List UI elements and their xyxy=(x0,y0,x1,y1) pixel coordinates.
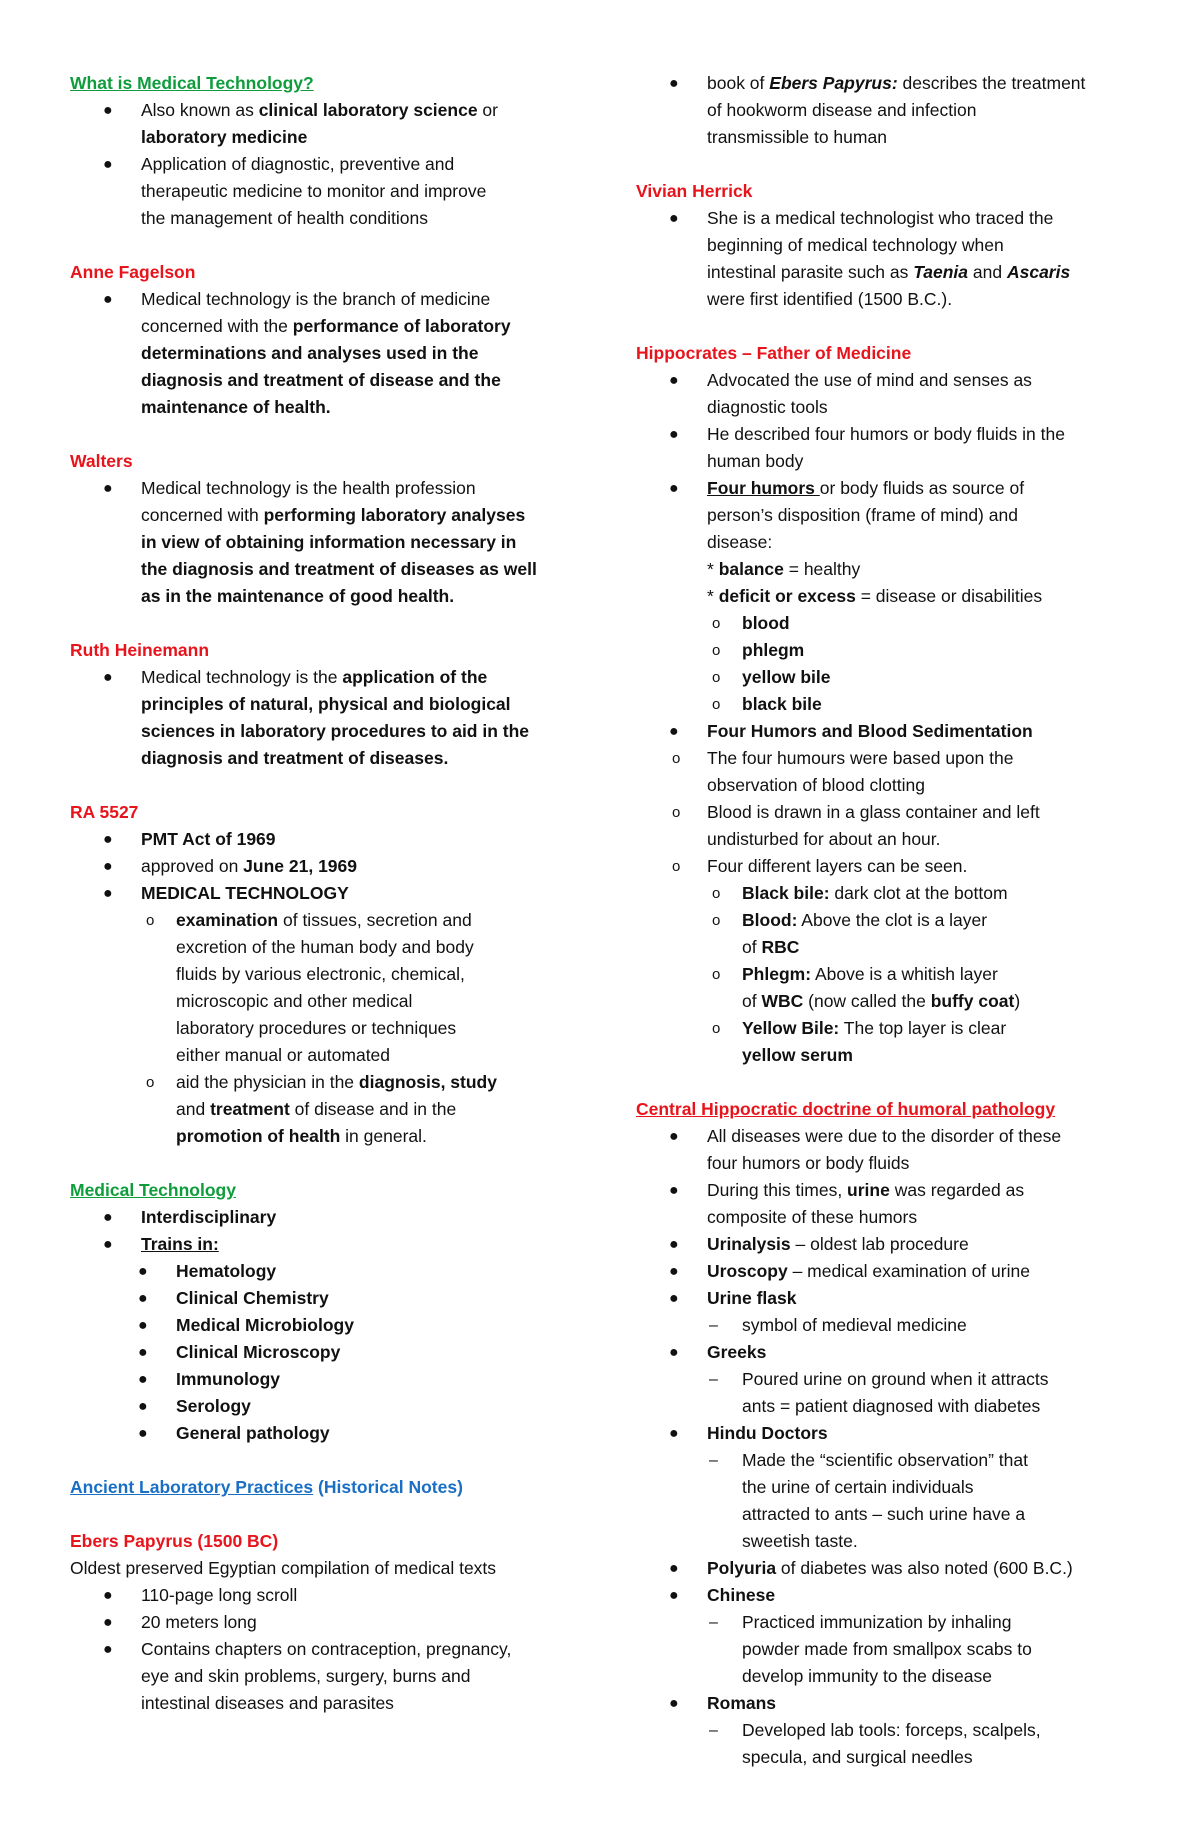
bullet-icon: ● xyxy=(669,1182,679,1199)
list-item: ● Trains in: xyxy=(70,1231,590,1258)
bullet-icon: ● xyxy=(138,1425,148,1442)
list-item: ● Four humors or body fluids as source of person’s disposition (frame of mind) and disease: * balance = healthy * deficit or excess = disease or disabilities xyxy=(636,475,1156,610)
list-item: ● approved on June 21, 1969 xyxy=(70,853,590,880)
list-item: ● Interdisciplinary xyxy=(70,1204,590,1231)
bullet-icon: ● xyxy=(669,426,679,443)
circle-bullet-icon: o xyxy=(712,885,721,902)
list-subitem: o The four humours were based upon the observation of blood clotting xyxy=(636,745,1156,799)
list-subitem: – Made the “scientific observation” that the urine of certain individuals attracted to ants – such urine have a sweetish taste. xyxy=(636,1447,1156,1555)
list-subitem: ● Medical Microbiology xyxy=(70,1312,590,1339)
bullet-icon: ● xyxy=(103,1209,113,1226)
list-subitem: o Blood is drawn in a glass container and left undisturbed for about an hour. xyxy=(636,799,1156,853)
list-subitem: – Developed lab tools: forceps, scalpels, specula, and surgical needles xyxy=(636,1717,1156,1771)
list-item: ● PMT Act of 1969 xyxy=(70,826,590,853)
list-item: ● Also known as clinical laboratory science or laboratory medicine xyxy=(70,97,590,151)
circle-bullet-icon: o xyxy=(712,669,721,686)
heading-ebers-papyrus: Ebers Papyrus (1500 BC) xyxy=(70,1531,279,1551)
circle-bullet-icon: o xyxy=(712,1020,721,1037)
bullet-icon: ● xyxy=(103,1641,113,1658)
heading-hippocrates: Hippocrates – Father of Medicine xyxy=(636,343,912,363)
bullet-icon: ● xyxy=(669,1290,679,1307)
bullet-icon: ● xyxy=(669,1128,679,1145)
list-subitem: o blood xyxy=(636,610,1156,637)
bullet-icon: ● xyxy=(669,1236,679,1253)
circle-bullet-icon: o xyxy=(712,642,721,659)
bullet-icon: ● xyxy=(103,1236,113,1253)
list-item: ● 110-page long scroll xyxy=(70,1582,590,1609)
dash-bullet-icon: – xyxy=(709,1722,718,1739)
bullet-icon: ● xyxy=(669,480,679,497)
list-subitem: o phlegm xyxy=(636,637,1156,664)
list-subitem: – Practiced immunization by inhaling powder made from smallpox scabs to develop immunity to the disease xyxy=(636,1609,1156,1690)
list-subitem: o Black bile: dark clot at the bottom xyxy=(636,880,1156,907)
circle-bullet-icon: o xyxy=(712,696,721,713)
list-item: ● She is a medical technologist who traced the beginning of medical technology when intestinal parasite such as Taenia and Ascaris were first identified (1500 B.C.). xyxy=(636,205,1156,313)
circle-bullet-icon: o xyxy=(712,966,721,983)
bullet-icon: ● xyxy=(103,480,113,497)
list-subitem: ● Immunology xyxy=(70,1366,590,1393)
right-column xyxy=(636,70,1156,1771)
list-subitem: ● Clinical Microscopy xyxy=(70,1339,590,1366)
bullet-icon: ● xyxy=(669,1695,679,1712)
bullet-icon: ● xyxy=(103,156,113,173)
list-item: ● During this times, urine was regarded as composite of these humors xyxy=(636,1177,1156,1231)
list-subitem: ● Hematology xyxy=(70,1258,590,1285)
bullet-icon: ● xyxy=(103,858,113,875)
list-item: ● All diseases were due to the disorder of these four humors or body fluids xyxy=(636,1123,1156,1177)
list-subitem: o Phlegm: Above is a whitish layer of WBC (now called the buffy coat) xyxy=(636,961,1156,1015)
list-subitem: ● Serology xyxy=(70,1393,590,1420)
bullet-icon: ● xyxy=(669,75,679,92)
list-subitem: o yellow bile xyxy=(636,664,1156,691)
bullet-icon: ● xyxy=(669,1344,679,1361)
list-subitem: o examination of tissues, secretion and excretion of the human body and body fluids by various electronic, chemical, microscopic and other medical laboratory procedures or techniques either manual or automated xyxy=(70,907,590,1069)
circle-bullet-icon: o xyxy=(712,912,721,929)
circle-bullet-icon: o xyxy=(712,615,721,632)
list-item: ● 20 meters long xyxy=(70,1609,590,1636)
heading-ra-5527: RA 5527 xyxy=(70,802,139,822)
circle-bullet-icon: o xyxy=(672,750,681,767)
left-column xyxy=(70,70,590,1717)
list-item: ● Application of diagnostic, preventive and therapeutic medicine to monitor and improve the management of health conditions xyxy=(70,151,590,232)
heading-ruth-heinemann: Ruth Heinemann xyxy=(70,640,210,660)
dash-bullet-icon: – xyxy=(709,1614,718,1631)
dash-bullet-icon: – xyxy=(709,1452,718,1469)
bullet-icon: ● xyxy=(138,1263,148,1280)
list-subitem: o aid the physician in the diagnosis, study and treatment of disease and in the promotion of health in general. xyxy=(70,1069,590,1150)
list-item: ● Greeks xyxy=(636,1339,1156,1366)
heading-central-hippocratic-doctrine: Central Hippocratic doctrine of humoral pathology xyxy=(636,1099,1056,1119)
list-item: ● book of Ebers Papyrus: describes the treatment of hookworm disease and infection transmissible to human xyxy=(636,70,1156,151)
list-item: ● Chinese xyxy=(636,1582,1156,1609)
list-subitem: o Yellow Bile: The top layer is clear yellow serum xyxy=(636,1015,1156,1069)
ebers-intro: Oldest preserved Egyptian compilation of medical texts xyxy=(70,1558,497,1578)
bullet-icon: ● xyxy=(138,1371,148,1388)
list-item: ● Medical technology is the branch of medicine concerned with the performance of laboratory determinations and analyses used in the diagnosis and treatment of disease and the maintenance of health. xyxy=(70,286,590,421)
bullet-icon: ● xyxy=(669,1560,679,1577)
bullet-icon: ● xyxy=(138,1317,148,1334)
heading-medical-technology: Medical Technology xyxy=(70,1180,236,1200)
circle-bullet-icon: o xyxy=(146,1074,155,1091)
list-item: ● Urinalysis – oldest lab procedure xyxy=(636,1231,1156,1258)
list-item: ● Uroscopy – medical examination of urine xyxy=(636,1258,1156,1285)
list-item: ● Polyuria of diabetes was also noted (600 B.C.) xyxy=(636,1555,1156,1582)
heading-what-is-medtech: What is Medical Technology? xyxy=(70,73,314,93)
heading-ancient-lab-practices: Ancient Laboratory Practices (Historical Notes) xyxy=(70,1477,463,1497)
list-subitem: ● General pathology xyxy=(70,1420,590,1447)
bullet-icon: ● xyxy=(103,291,113,308)
heading-vivian-herrick: Vivian Herrick xyxy=(636,181,753,201)
heading-walters: Walters xyxy=(70,451,133,471)
bullet-icon: ● xyxy=(669,723,679,740)
bullet-icon: ● xyxy=(669,1587,679,1604)
list-item: ● Advocated the use of mind and senses as diagnostic tools xyxy=(636,367,1156,421)
circle-bullet-icon: o xyxy=(672,804,681,821)
circle-bullet-icon: o xyxy=(672,858,681,875)
list-subitem: – symbol of medieval medicine xyxy=(636,1312,1156,1339)
bullet-icon: ● xyxy=(103,885,113,902)
bullet-icon: ● xyxy=(103,669,113,686)
list-item: ● Medical technology is the health profession concerned with performing laboratory analyses in view of obtaining information necessary in the diagnosis and treatment of diseases as well as in the maintenance of good health. xyxy=(70,475,590,610)
list-item: ● Hindu Doctors xyxy=(636,1420,1156,1447)
list-subitem: o Four different layers can be seen. xyxy=(636,853,1156,880)
list-subitem: – Poured urine on ground when it attracts ants = patient diagnosed with diabetes xyxy=(636,1366,1156,1420)
bullet-icon: ● xyxy=(103,831,113,848)
dash-bullet-icon: – xyxy=(709,1371,718,1388)
heading-anne-fagelson: Anne Fagelson xyxy=(70,262,196,282)
bullet-icon: ● xyxy=(103,1614,113,1631)
bullet-icon: ● xyxy=(669,1425,679,1442)
bullet-icon: ● xyxy=(138,1344,148,1361)
bullet-icon: ● xyxy=(103,102,113,119)
bullet-icon: ● xyxy=(138,1290,148,1307)
bullet-icon: ● xyxy=(669,1263,679,1280)
bullet-icon: ● xyxy=(138,1398,148,1415)
list-subitem: ● Clinical Chemistry xyxy=(70,1285,590,1312)
bullet-icon: ● xyxy=(103,1587,113,1604)
list-subitem: o black bile xyxy=(636,691,1156,718)
bullet-icon: ● xyxy=(669,372,679,389)
bullet-icon: ● xyxy=(669,210,679,227)
list-item: ● Medical technology is the application of the principles of natural, physical and biological sciences in laboratory procedures to aid in the diagnosis and treatment of diseases. xyxy=(70,664,590,772)
list-subitem: o Blood: Above the clot is a layer of RBC xyxy=(636,907,1156,961)
circle-bullet-icon: o xyxy=(146,912,155,929)
list-item: ● He described four humors or body fluids in the human body xyxy=(636,421,1156,475)
dash-bullet-icon: – xyxy=(709,1317,718,1334)
list-item: ● Romans xyxy=(636,1690,1156,1717)
list-item: ● MEDICAL TECHNOLOGY xyxy=(70,880,590,907)
list-item: ● Four Humors and Blood Sedimentation xyxy=(636,718,1156,745)
list-item: ● Urine flask xyxy=(636,1285,1156,1312)
list-item: ● Contains chapters on contraception, pregnancy, eye and skin problems, surgery, burns and intestinal diseases and parasites xyxy=(70,1636,590,1717)
